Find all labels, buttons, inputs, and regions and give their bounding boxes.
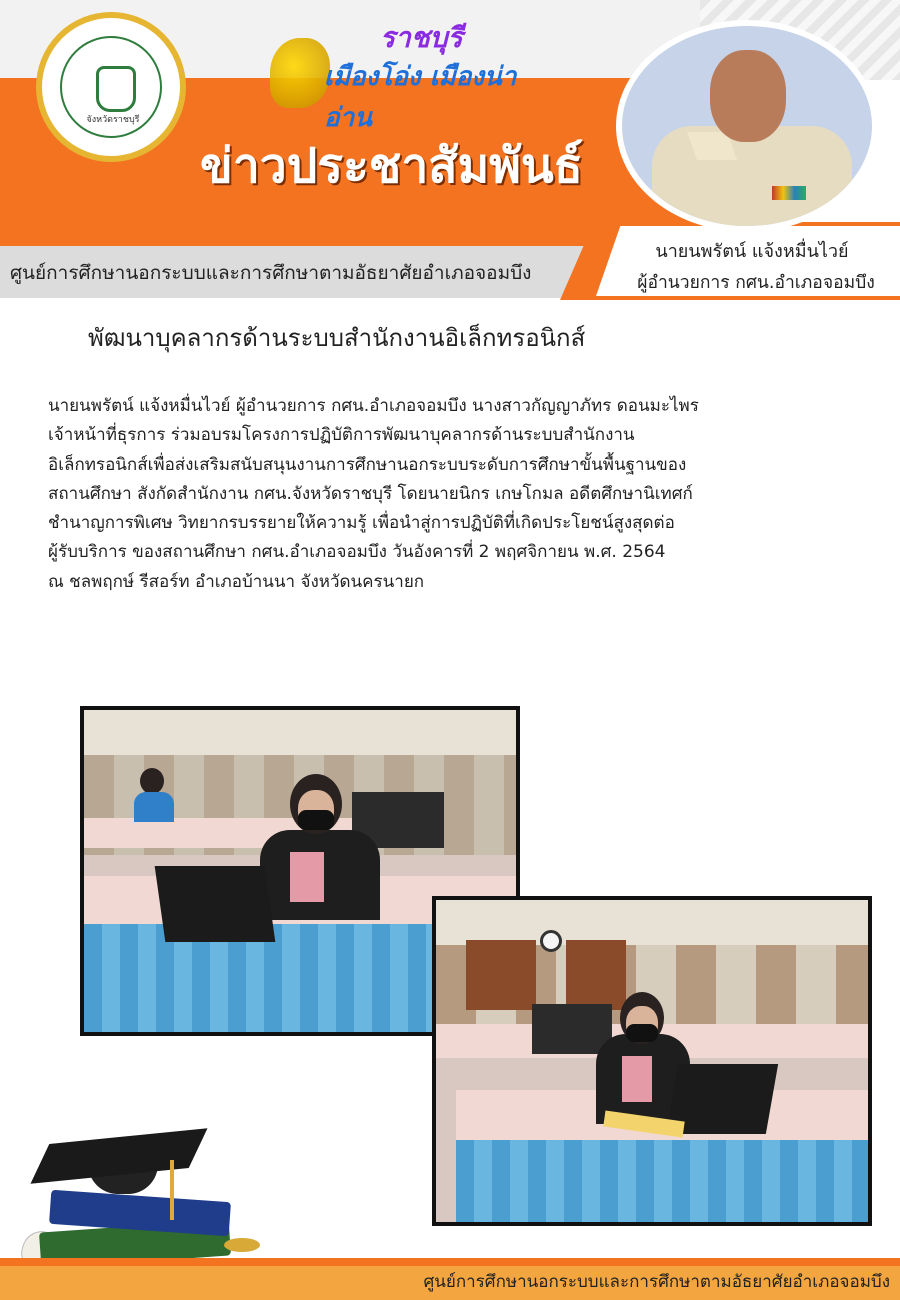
- cap-tassel: [170, 1160, 174, 1220]
- clock-icon: [540, 930, 562, 952]
- director-portrait: [616, 20, 878, 232]
- photo-person-blouse: [622, 1056, 652, 1102]
- photo-ceiling: [84, 710, 516, 755]
- photo-person-blouse: [290, 852, 324, 902]
- photo-person-shirt: [134, 792, 174, 822]
- ratchaburi-logo: [270, 14, 560, 133]
- article-line: ชำนาญการพิเศษ วิทยากรบรรยายให้ความรู้ เพื่อนำสู่การปฏิบัติที่เกิดประโยชน์สูงสุดต่อ: [48, 513, 675, 534]
- photo-door-right: [566, 940, 626, 1010]
- training-photo-2: [432, 896, 872, 1226]
- footer-center-name: ศูนย์การศึกษานอกระบบและการศึกษาตามอัธยาศัยอำเภอจอมบึง: [423, 1272, 890, 1292]
- center-name: ศูนย์การศึกษานอกระบบและการศึกษาตามอัธยาศัยอำเภอจอมบึง: [10, 262, 532, 284]
- logo-text-line2: เมืองโอ่ง เมืองน่าอ่าน: [324, 62, 517, 133]
- seal-caption: จังหวัดราชบุรี: [86, 114, 140, 124]
- footer-accent-line: [0, 1258, 900, 1266]
- article-title: พัฒนาบุคลากรด้านระบบสำนักงานอิเล็กทรอนิกส์: [88, 324, 586, 352]
- seal-ring: [60, 36, 162, 138]
- article-line: สถานศึกษา สังกัดสำนักงาน กศน.จังหวัดราชบุรี โดยนายนิกร เกษโกมล อดีตศึกษานิเทศก์: [48, 483, 693, 504]
- dragon-icon: [270, 38, 330, 108]
- logo-text-line1: ราชบุรี: [380, 21, 463, 54]
- photo-mask: [298, 810, 334, 830]
- photo-table-skirt: [456, 1140, 872, 1226]
- article-line: นายนพรัตน์ แจ้งหมื่นไวย์ ผู้อำนวยการ กศน.อำเภอจอมบึง นางสาวกัญญาภัทร ดอนมะไพร: [48, 396, 699, 416]
- organization-seal: [36, 12, 186, 162]
- photo-person-back: [140, 768, 164, 794]
- page-headline: ข่าวประชาสัมพันธ์: [200, 138, 583, 194]
- article-line: ผู้รับบริการ ของสถานศึกษา กศน.อำเภอจอมบึง วันอังคารที่ 2 พฤศจิกายน พ.ศ. 2564: [48, 542, 666, 563]
- article-body: [48, 392, 856, 597]
- portrait-face: [710, 50, 786, 142]
- article-line: ณ ชลพฤกษ์ รีสอร์ท อำเภอบ้านนา จังหวัดนครนายก: [48, 571, 425, 592]
- portrait-ribbon-bar: [772, 186, 806, 200]
- photo-mask: [626, 1024, 658, 1042]
- photo-laptop: [155, 866, 276, 942]
- director-name: นายนพรัตน์ แจ้งหมื่นไวย์: [655, 241, 849, 262]
- article-line: อิเล็กทรอนิกส์เพื่อส่งเสริมสนับสนุนงานการศึกษานอกระบบระดับการศึกษาขั้นพื้นฐานของ: [48, 454, 687, 475]
- article-line: เจ้าหน้าที่ธุรการ ร่วมอบรมโครงการปฏิบัติการพัฒนาบุคลากรด้านระบบสำนักงาน: [48, 425, 635, 446]
- seal-emblem-icon: [96, 66, 136, 112]
- medal-icon: [224, 1238, 260, 1252]
- photo-door-left: [466, 940, 536, 1010]
- director-title: ผู้อำนวยการ กศน.อำเภอจอมบึง: [637, 273, 875, 293]
- photo-ceiling: [436, 900, 868, 945]
